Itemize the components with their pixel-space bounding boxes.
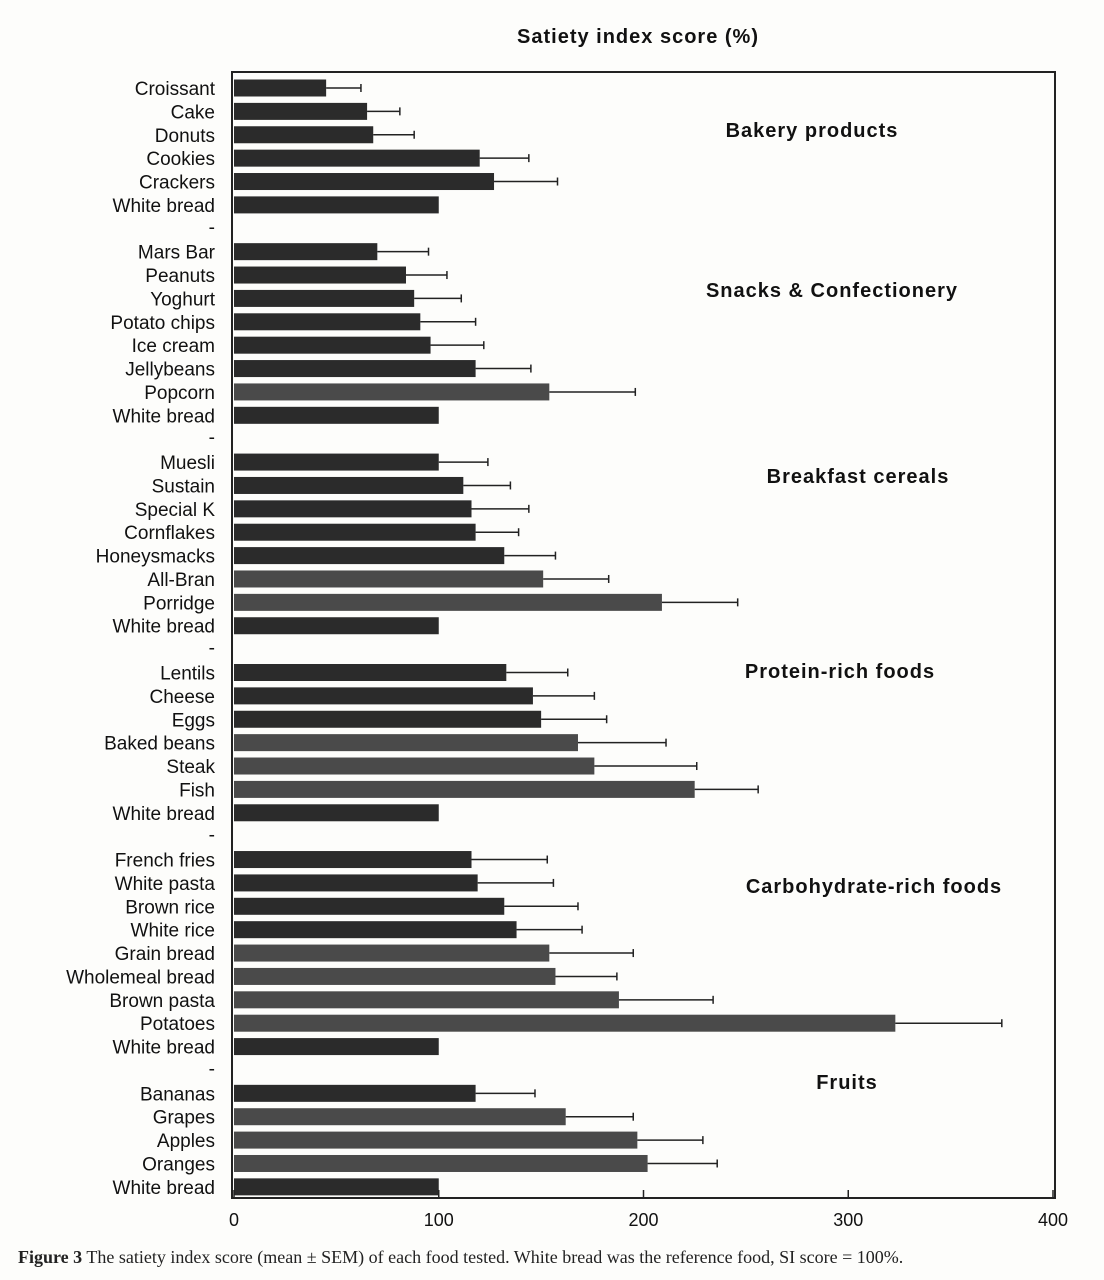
category-label: Steak	[166, 757, 215, 779]
category-label: Peanuts	[145, 266, 215, 288]
category-label: Potato chips	[110, 312, 215, 334]
bar	[234, 711, 541, 728]
group-label: Fruits	[816, 1072, 878, 1094]
bar	[234, 313, 420, 330]
x-tick-label: 200	[628, 1210, 659, 1230]
bar	[234, 1015, 895, 1032]
bar	[234, 150, 480, 167]
bar	[234, 80, 326, 97]
category-label: Baked beans	[104, 733, 215, 755]
group-label: Snacks & Confectionery	[705, 280, 959, 302]
group-label: Breakfast cereals	[766, 466, 950, 488]
category-label: Mars Bar	[137, 242, 215, 264]
category-label: Croissant	[134, 79, 215, 100]
figure-caption	[18, 1246, 1098, 1268]
bar	[234, 196, 439, 213]
bar	[234, 1108, 566, 1125]
category-label: Ice cream	[131, 336, 215, 358]
chart-title: Satiety index score (%)	[517, 26, 759, 48]
bar	[234, 874, 478, 891]
group-label: Carbohydrate-rich foods	[745, 876, 1003, 898]
bar	[234, 173, 494, 190]
bar	[234, 454, 439, 471]
category-label: Yoghurt	[150, 289, 215, 311]
bar	[234, 921, 517, 938]
bar	[234, 781, 695, 798]
figure-label: Figure 3	[18, 1247, 83, 1267]
category-label: French fries	[114, 850, 215, 872]
separator-label: -	[208, 825, 215, 847]
category-label: Cheese	[149, 686, 215, 708]
category-label: Sustain	[151, 476, 215, 498]
category-label: White bread	[112, 616, 215, 638]
x-tick-label: 400	[1037, 1210, 1069, 1230]
category-label: Honeysmacks	[95, 546, 215, 568]
separator-label: -	[208, 638, 215, 660]
category-label: White bread	[112, 1037, 215, 1059]
bar	[234, 290, 414, 307]
category-label: Lentils	[160, 663, 215, 685]
bar	[234, 547, 504, 564]
bar	[234, 477, 463, 494]
bar	[234, 383, 549, 400]
separator-label: -	[208, 217, 215, 239]
bar	[234, 851, 472, 868]
category-label: Muesli	[160, 453, 215, 475]
category-label: Cornflakes	[124, 523, 215, 545]
category-label: Fish	[179, 780, 215, 802]
x-tick-label: 100	[423, 1210, 454, 1230]
category-label: White bread	[112, 406, 215, 428]
group-label: Protein-rich foods	[744, 661, 936, 683]
bar	[234, 1178, 439, 1195]
bar	[234, 804, 439, 821]
category-label: All-Bran	[147, 569, 215, 591]
category-label: Crackers	[138, 172, 215, 194]
category-label: Grapes	[152, 1107, 215, 1129]
bar	[234, 360, 476, 377]
category-label: Wholemeal bread	[66, 967, 215, 989]
category-label: White rice	[130, 920, 215, 942]
category-label: White pasta	[114, 873, 215, 895]
bar	[234, 267, 406, 284]
bar	[234, 991, 619, 1008]
bar	[234, 243, 377, 260]
separator-label: -	[208, 427, 215, 449]
bar	[234, 126, 373, 143]
bar	[234, 337, 431, 354]
separator-label: -	[208, 1058, 215, 1080]
category-label: Porridge	[143, 593, 215, 615]
bar	[234, 1085, 476, 1102]
bar	[234, 734, 578, 751]
bar	[234, 1038, 439, 1055]
category-label: Brown rice	[125, 897, 215, 919]
category-label: Special K	[134, 499, 215, 521]
category-label: Grain bread	[114, 944, 215, 966]
x-tick-label: 300	[833, 1210, 864, 1230]
bar	[234, 687, 533, 704]
category-label: Popcorn	[144, 382, 215, 404]
category-label: Apples	[156, 1131, 215, 1153]
category-label: Cookies	[146, 149, 215, 171]
bar	[234, 898, 504, 915]
category-label: White bread	[112, 803, 215, 825]
bar	[234, 1155, 648, 1172]
bar	[234, 664, 506, 681]
category-label: Oranges	[142, 1154, 215, 1176]
category-label: Donuts	[154, 125, 215, 147]
category-label: Bananas	[139, 1084, 215, 1106]
bar	[234, 968, 555, 985]
caption-text: The satiety index score (mean ± SEM) of each food tested. White bread was the reference food, SI score = 100%.	[86, 1247, 904, 1267]
category-label: Potatoes	[140, 1014, 215, 1036]
bar	[234, 945, 549, 962]
bar	[234, 524, 476, 541]
category-label: White bread	[112, 1177, 215, 1199]
category-label: Cake	[170, 102, 215, 124]
x-tick-label: 0	[228, 1210, 240, 1230]
bar	[234, 1132, 637, 1149]
bar	[234, 617, 439, 634]
category-label: Eggs	[171, 710, 215, 732]
bar	[234, 594, 662, 611]
bar	[234, 407, 439, 424]
group-label: Bakery products	[725, 120, 899, 142]
category-label: White bread	[112, 195, 215, 217]
bar	[234, 500, 472, 517]
category-label: Jellybeans	[125, 359, 215, 381]
bar	[234, 103, 367, 120]
bar	[234, 570, 543, 587]
category-label: Brown pasta	[109, 990, 215, 1012]
bar	[234, 758, 594, 775]
